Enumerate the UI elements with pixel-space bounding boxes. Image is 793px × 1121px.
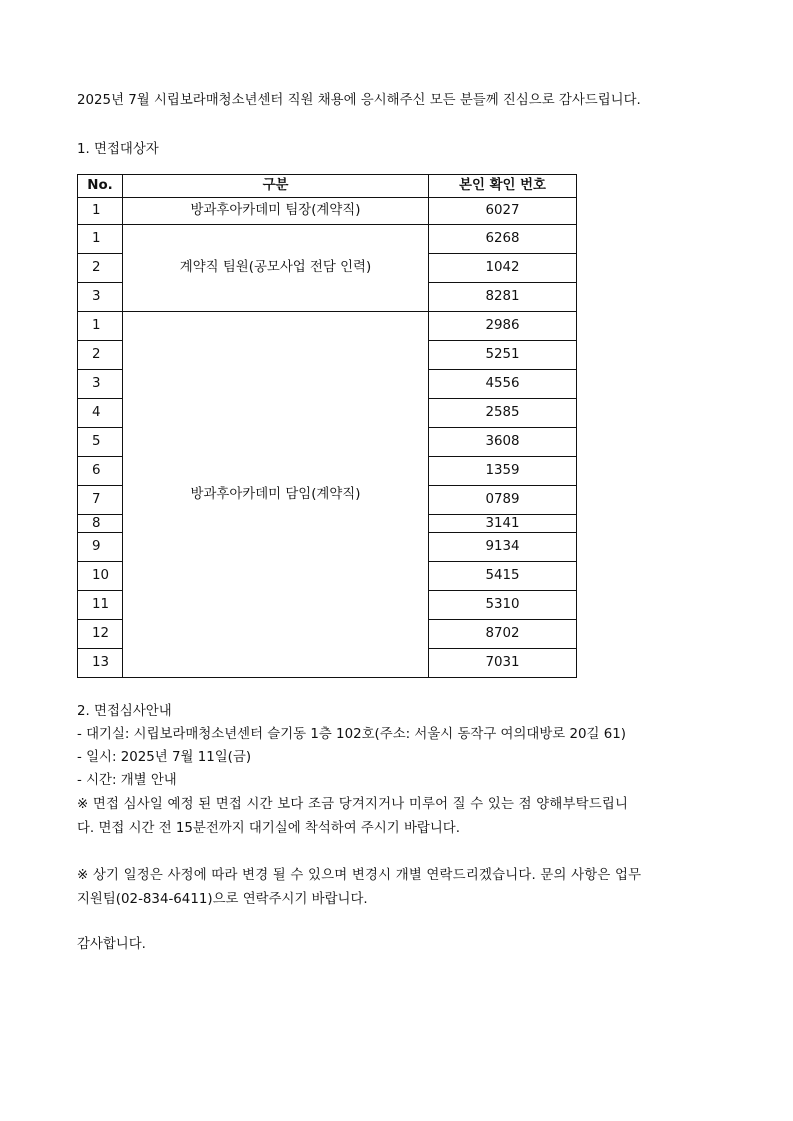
- row-id-number: 7031: [429, 649, 577, 678]
- notice-schedule-line1: ※ 면접 심사일 예정 된 면접 시간 보다 조금 당겨지거나 미루어 질 수 있는 점 양해부탁드립니: [77, 797, 629, 812]
- row-category: 방과후아카데미 팀장(계약직): [123, 198, 429, 225]
- row-id-number: 3608: [429, 428, 577, 457]
- row-number: 1: [78, 225, 123, 254]
- row-id-number: 6268: [429, 225, 577, 254]
- intro-text: 2025년 7월 시립보라매청소년센터 직원 채용에 응시해주신 모든 분들께 진심으로 감사드립니다.: [77, 93, 641, 108]
- header-id: 본인 확인 번호: [429, 175, 577, 198]
- row-category: 계약직 팀원(공모사업 전담 인력): [123, 225, 429, 312]
- table-header-row: [78, 175, 577, 198]
- notice-schedule-line2: 다. 면접 시간 전 15분전까지 대기실에 착석하여 주시기 바랍니다.: [77, 821, 460, 836]
- row-number: 2: [78, 254, 123, 283]
- time-info: - 시간: 개별 안내: [77, 773, 177, 788]
- row-id-number: 3141: [429, 515, 577, 533]
- date-info: - 일시: 2025년 7월 11일(금): [77, 750, 252, 765]
- table-row: [78, 198, 577, 225]
- row-number: 8: [78, 515, 123, 533]
- row-id-number: 5310: [429, 591, 577, 620]
- row-number: 12: [78, 620, 123, 649]
- waiting-room-info: - 대기실: 시립보라매청소년센터 슬기동 1층 102호(주소: 서울시 동작구 여의대방로 20길 61): [77, 727, 626, 742]
- row-category: 방과후아카데미 담임(계약직): [123, 312, 429, 678]
- row-id-number: 0789: [429, 486, 577, 515]
- row-id-number: 8702: [429, 620, 577, 649]
- row-number: 1: [78, 312, 123, 341]
- row-id-number: 2986: [429, 312, 577, 341]
- table-row: [78, 225, 577, 254]
- header-category: 구분: [123, 175, 429, 198]
- closing-text: 감사합니다.: [77, 937, 146, 952]
- row-number: 9: [78, 533, 123, 562]
- section2-title: 2. 면접심사안내: [77, 704, 172, 719]
- row-number: 7: [78, 486, 123, 515]
- notice-contact-line2: 지원팀(02-834-6411)으로 연락주시기 바랍니다.: [77, 892, 368, 907]
- header-no: No.: [78, 175, 123, 198]
- row-id-number: 1359: [429, 457, 577, 486]
- table-body: [78, 198, 577, 678]
- row-id-number: 5415: [429, 562, 577, 591]
- notice-contact-line1: ※ 상기 일정은 사정에 따라 변경 될 수 있으며 변경시 개별 연락드리겠습니다. 문의 사항은 업무: [77, 868, 642, 883]
- interviewee-table: [77, 174, 577, 678]
- row-id-number: 6027: [429, 198, 577, 225]
- row-id-number: 9134: [429, 533, 577, 562]
- row-id-number: 4556: [429, 370, 577, 399]
- table-row: [78, 312, 577, 341]
- row-number: 5: [78, 428, 123, 457]
- row-number: 10: [78, 562, 123, 591]
- row-number: 3: [78, 370, 123, 399]
- row-number: 2: [78, 341, 123, 370]
- row-number: 6: [78, 457, 123, 486]
- row-number: 4: [78, 399, 123, 428]
- row-id-number: 2585: [429, 399, 577, 428]
- row-id-number: 8281: [429, 283, 577, 312]
- row-number: 3: [78, 283, 123, 312]
- section1-title: 1. 면접대상자: [77, 142, 159, 157]
- row-number: 11: [78, 591, 123, 620]
- row-id-number: 5251: [429, 341, 577, 370]
- row-number: 1: [78, 198, 123, 225]
- row-id-number: 1042: [429, 254, 577, 283]
- row-number: 13: [78, 649, 123, 678]
